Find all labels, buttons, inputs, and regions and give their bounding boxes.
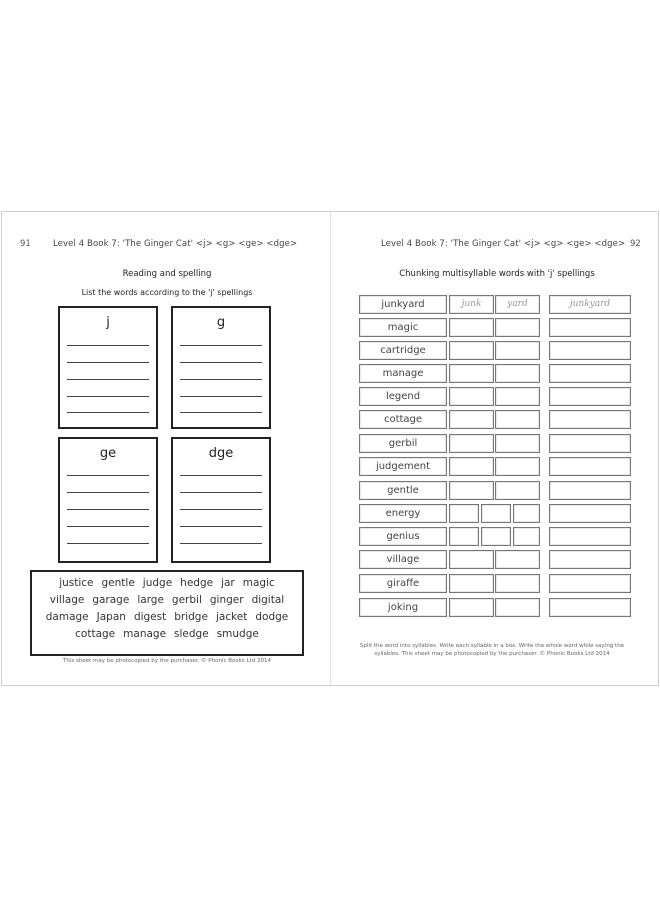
word-bank-word: cottage: [75, 628, 116, 640]
syllable-box[interactable]: [495, 457, 540, 476]
syllable-box[interactable]: [449, 364, 494, 383]
word-bank-word: manage: [123, 628, 167, 640]
right-page-footnote-line1: Split the word into syllables. Write each syllable in a box. Write the whole word while saying the: [359, 643, 625, 649]
word-bank-word: smudge: [216, 628, 259, 640]
syllable-box[interactable]: [449, 457, 494, 476]
writing-line: [67, 475, 149, 476]
whole-word-box[interactable]: [549, 318, 631, 337]
word-bank-word: digital: [251, 594, 285, 606]
word-bank-word: village: [49, 594, 85, 606]
word-bank-word: jacket: [215, 611, 248, 623]
syllable-box[interactable]: [495, 481, 540, 500]
spelling-box-j: [58, 306, 158, 429]
box-heading: g: [216, 315, 226, 330]
writing-line: [180, 526, 262, 527]
word-cell: giraffe: [359, 574, 447, 593]
whole-word-box[interactable]: [549, 574, 631, 593]
writing-line: [180, 475, 262, 476]
syllable-box[interactable]: [495, 550, 540, 569]
whole-word-box[interactable]: [549, 598, 631, 617]
syllable-box[interactable]: junk: [449, 295, 494, 314]
writing-line: [180, 396, 262, 397]
right-page-number: 92: [630, 239, 641, 249]
word-bank-word: ginger: [209, 594, 244, 606]
word-bank-word: hedge: [180, 577, 214, 589]
word-bank-row: [32, 577, 302, 589]
word-bank-word: damage: [45, 611, 89, 623]
syllable-box[interactable]: [449, 318, 494, 337]
syllable-box[interactable]: [449, 574, 494, 593]
syllable-box[interactable]: [449, 387, 494, 406]
whole-word-box[interactable]: [549, 387, 631, 406]
word-cell: manage: [359, 364, 447, 383]
syllable-box[interactable]: [495, 341, 540, 360]
word-cell: judgement: [359, 457, 447, 476]
word-bank: [30, 570, 304, 656]
syllable-box[interactable]: [495, 387, 540, 406]
writing-line: [180, 509, 262, 510]
syllable-box[interactable]: [449, 527, 479, 546]
syllable-box[interactable]: [449, 504, 479, 523]
word-bank-row: [32, 628, 302, 640]
syllable-box[interactable]: [495, 574, 540, 593]
whole-word-box[interactable]: [549, 457, 631, 476]
word-bank-word: sledge: [174, 628, 209, 640]
writing-line: [67, 526, 149, 527]
writing-line: [180, 412, 262, 413]
syllable-box[interactable]: [495, 434, 540, 453]
writing-line: [67, 492, 149, 493]
word-bank-word: magic: [242, 577, 275, 589]
left-page-footnote: This sheet may be photocopied by the purchaser. © Phonic Books Ltd 2014: [63, 658, 271, 664]
box-heading: ge: [99, 446, 117, 461]
syllable-box[interactable]: [495, 410, 540, 429]
book-spread: [1, 211, 659, 686]
whole-word-box[interactable]: [549, 410, 631, 429]
word-bank-word: bridge: [174, 611, 208, 623]
whole-word-box[interactable]: [549, 527, 631, 546]
whole-word-box[interactable]: [549, 481, 631, 500]
word-bank-word: gerbil: [171, 594, 202, 606]
whole-word-box[interactable]: [549, 341, 631, 360]
word-bank-word: garage: [92, 594, 130, 606]
syllable-box[interactable]: [449, 481, 494, 500]
syllable-box[interactable]: [449, 410, 494, 429]
syllable-box[interactable]: [513, 504, 540, 523]
writing-line: [67, 412, 149, 413]
writing-line: [67, 509, 149, 510]
writing-line: [180, 543, 262, 544]
word-bank-row: [32, 611, 302, 623]
syllable-box[interactable]: [495, 598, 540, 617]
word-cell: legend: [359, 387, 447, 406]
writing-line: [180, 379, 262, 380]
page-divider: [330, 212, 331, 685]
right-page-footnote-line2: syllables. This sheet may be photocopied by the purchaser. © Phonic Books Ltd 2014: [374, 651, 610, 657]
word-cell: cartridge: [359, 341, 447, 360]
writing-line: [67, 543, 149, 544]
writing-line: [67, 345, 149, 346]
word-cell: genius: [359, 527, 447, 546]
word-bank-word: digest: [133, 611, 167, 623]
syllable-box[interactable]: [481, 504, 511, 523]
word-cell: cottage: [359, 410, 447, 429]
word-bank-word: gentle: [101, 577, 135, 589]
writing-line: [67, 379, 149, 380]
spelling-box-ge: [58, 437, 158, 563]
left-page-header: Level 4 Book 7: 'The Ginger Cat' <j> <g> <ge> <dge>: [53, 239, 298, 249]
syllable-box[interactable]: [495, 364, 540, 383]
left-page-title: Reading and spelling: [122, 269, 212, 279]
word-cell: gerbil: [359, 434, 447, 453]
syllable-box[interactable]: [449, 550, 494, 569]
right-page-header: Level 4 Book 7: 'The Ginger Cat' <j> <g> <ge> <dge>: [381, 239, 626, 249]
syllable-box[interactable]: [449, 598, 494, 617]
word-cell: joking: [359, 598, 447, 617]
whole-word-box[interactable]: junkyard: [549, 295, 631, 314]
left-page-instruction: List the words according to the 'j' spellings: [81, 288, 253, 297]
syllable-box[interactable]: [481, 527, 511, 546]
word-cell: junkyard: [359, 295, 447, 314]
whole-word-box[interactable]: [549, 434, 631, 453]
writing-line: [67, 362, 149, 363]
whole-word-box[interactable]: [549, 550, 631, 569]
word-cell: gentle: [359, 481, 447, 500]
syllable-box[interactable]: [449, 434, 494, 453]
box-heading: j: [106, 315, 110, 330]
writing-line: [180, 362, 262, 363]
spelling-box-g: [171, 306, 271, 429]
word-bank-word: Japan: [96, 611, 126, 623]
word-bank-word: dodge: [255, 611, 289, 623]
word-bank-word: large: [137, 594, 164, 606]
box-heading: dge: [208, 446, 234, 461]
word-cell: energy: [359, 504, 447, 523]
writing-line: [180, 345, 262, 346]
whole-word-box[interactable]: [549, 364, 631, 383]
syllable-box[interactable]: [513, 527, 540, 546]
word-bank-word: judge: [142, 577, 173, 589]
syllable-box[interactable]: [449, 341, 494, 360]
word-cell: magic: [359, 318, 447, 337]
whole-word-box[interactable]: [549, 504, 631, 523]
word-bank-word: justice: [59, 577, 94, 589]
writing-line: [67, 396, 149, 397]
word-bank-word: jar: [221, 577, 235, 589]
syllable-box[interactable]: [495, 318, 540, 337]
left-page-number: 91: [20, 239, 31, 249]
spelling-box-dge: [171, 437, 271, 563]
right-page-title: Chunking multisyllable words with 'j' spellings: [399, 269, 595, 279]
word-cell: village: [359, 550, 447, 569]
writing-line: [180, 492, 262, 493]
syllable-box[interactable]: yard: [495, 295, 540, 314]
word-bank-row: [32, 594, 302, 606]
